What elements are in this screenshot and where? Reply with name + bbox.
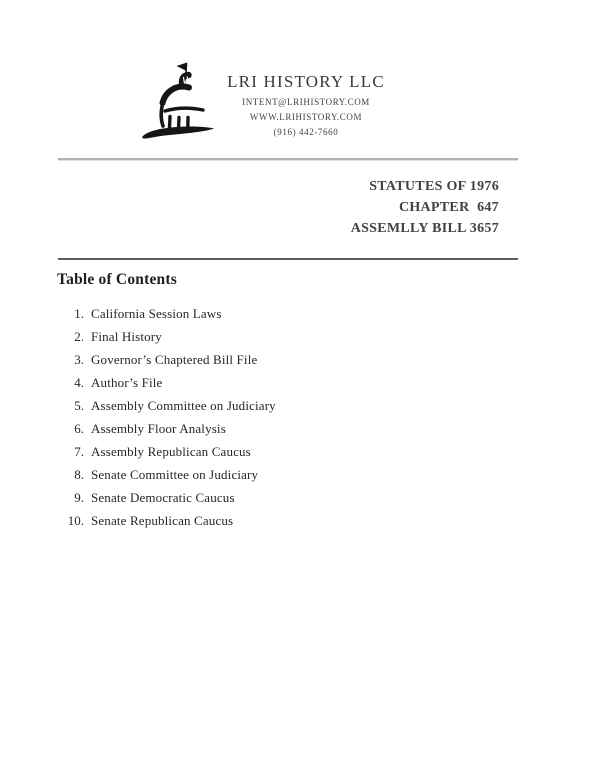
letterhead — [218, 72, 394, 140]
toc-item — [50, 302, 470, 325]
chapter-line: CHAPTER 647 — [398, 200, 499, 215]
toc-item-label: Assembly Republican Caucus — [91, 444, 251, 459]
toc-item — [50, 417, 470, 440]
toc-item-label: Senate Committee on Judiciary — [91, 467, 259, 482]
contact-block — [218, 95, 394, 140]
toc-item-number: 1. — [74, 306, 84, 321]
toc-item — [50, 463, 470, 486]
toc-item — [50, 394, 470, 417]
toc-item-number: 9. — [74, 490, 84, 505]
toc-item-label: California Session Laws — [91, 306, 222, 321]
toc-item-label: Senate Republican Caucus — [91, 513, 234, 528]
toc-item — [50, 371, 470, 394]
toc-item-number: 10. — [67, 513, 84, 528]
statute-reference — [351, 176, 499, 239]
toc-item-label: Final History — [91, 329, 162, 344]
toc-item — [50, 348, 470, 371]
toc-item-number: 6. — [74, 421, 84, 436]
phone-text: (916) 442-7660 — [273, 127, 339, 137]
toc-item-number: 4. — [74, 375, 84, 390]
company-name: LRI HISTORY LLC — [227, 72, 385, 91]
email-text: INTENT@LRIHISTORY.COM — [242, 97, 370, 107]
toc-item-number: 2. — [74, 329, 84, 344]
toc-item-number: 5. — [74, 398, 84, 413]
toc-heading: Table of Contents — [57, 271, 177, 288]
website-text: WWW.LRIHISTORY.COM — [249, 112, 363, 122]
toc-item — [50, 440, 470, 463]
toc-item-label: Assembly Committee on Judiciary — [91, 398, 276, 413]
capitol-dome-logo-icon — [139, 58, 217, 142]
divider-top — [58, 158, 518, 161]
toc-item-number: 3. — [74, 352, 84, 367]
toc-item — [50, 486, 470, 509]
toc-item-number: 7. — [74, 444, 84, 459]
bill-line: ASSEMLLY BILL 3657 — [350, 221, 499, 236]
toc-item — [50, 325, 470, 348]
toc-item-label: Senate Democratic Caucus — [91, 490, 235, 505]
toc-item-number: 8. — [74, 467, 84, 482]
toc-item-label: Author’s File — [91, 375, 163, 390]
toc-item-label: Governor’s Chaptered Bill File — [91, 352, 258, 367]
toc-list — [50, 302, 470, 532]
divider-bottom — [58, 258, 518, 260]
toc-item — [50, 509, 470, 532]
toc-item-label: Assembly Floor Analysis — [91, 421, 226, 436]
statute-year-line: STATUTES OF 1976 — [369, 179, 499, 194]
